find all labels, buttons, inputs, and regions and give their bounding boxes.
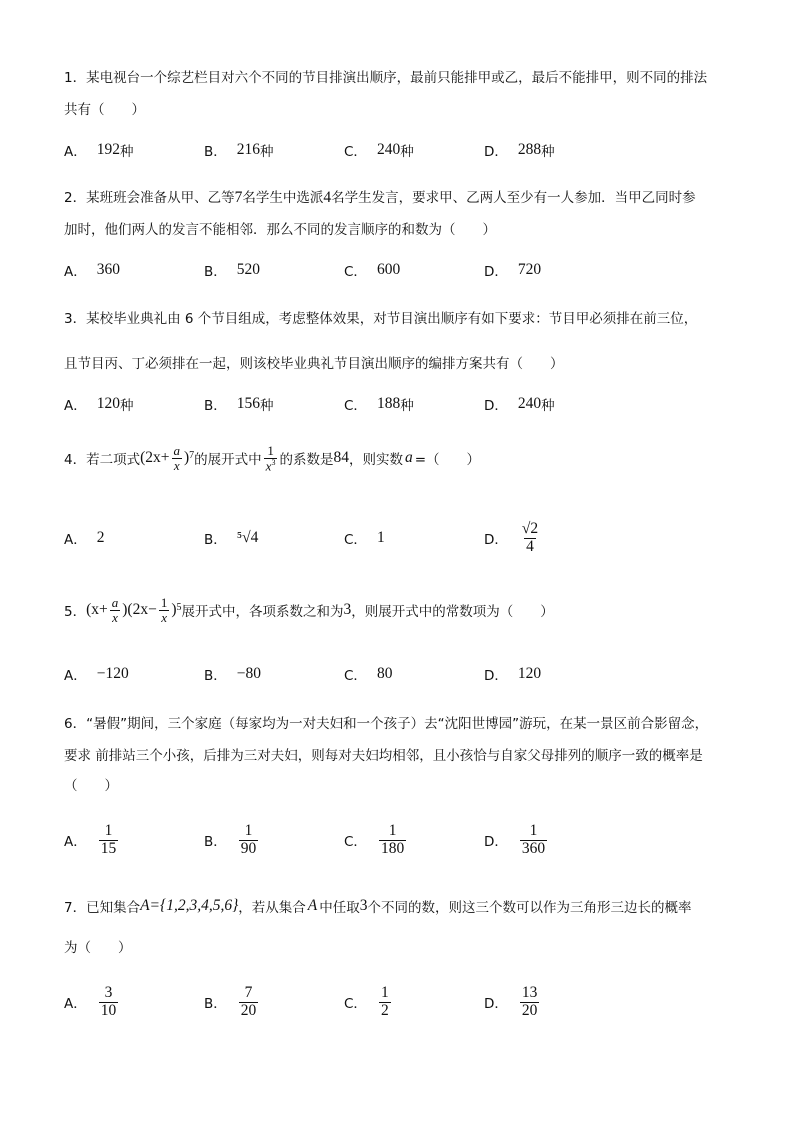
option-value: 1	[376, 529, 385, 546]
fraction	[159, 596, 170, 624]
denominator: 15	[100, 839, 117, 857]
q7-option-b	[204, 982, 260, 1022]
option-label: B．	[204, 668, 227, 684]
option-value: 288	[517, 141, 542, 158]
variable: x	[265, 457, 272, 473]
text: ，则实数	[348, 452, 403, 469]
option-value: 720	[517, 261, 542, 278]
q1-option-d	[484, 130, 555, 170]
q4-option-b	[204, 518, 258, 558]
q7-options	[64, 982, 664, 1022]
q4-option-d	[484, 518, 542, 558]
q1-option-c	[344, 130, 414, 170]
number: 3	[359, 897, 368, 914]
q1-stem-line1: 1．某电视台一个综艺栏目对六个不同的节目排演出顺序，最前只能排甲或乙，最后不能排甲，则不同的排法	[64, 70, 708, 86]
numerator: 1	[244, 822, 253, 840]
q6-option-d	[484, 820, 549, 860]
q2-option-c	[344, 250, 400, 290]
fraction	[520, 521, 540, 555]
numerator: 3	[104, 984, 113, 1002]
option-label: A．	[64, 668, 87, 684]
q5-stem	[64, 596, 554, 624]
numerator: 1	[267, 443, 274, 458]
option-value: ⁵√4	[236, 529, 259, 546]
option-value: 120	[96, 395, 120, 412]
variable: A	[307, 897, 318, 914]
option-label: A．	[64, 264, 87, 280]
text: 名学生发言，要求甲、乙两人至少有一人参加．当甲乙同时参	[331, 190, 696, 206]
q1-option-a	[64, 130, 134, 170]
q3-option-b	[204, 384, 274, 424]
fraction	[110, 596, 121, 624]
q2-stem-line1	[64, 186, 696, 207]
math-set: A={1,2,3,4,5,6}	[140, 897, 239, 914]
option-unit: 种	[260, 144, 274, 160]
q1-options	[64, 130, 664, 170]
fraction	[172, 444, 183, 472]
option-label: D．	[484, 668, 508, 684]
numerator: a	[111, 595, 119, 610]
denominator: x	[112, 609, 118, 625]
option-value: 520	[236, 261, 261, 278]
option-label: D．	[484, 398, 508, 414]
option-label: B．	[204, 532, 227, 548]
math-expr: (2x+	[140, 449, 170, 467]
fraction	[379, 823, 406, 857]
q6-options	[64, 820, 664, 860]
fraction	[239, 985, 259, 1019]
option-label: A．	[64, 996, 87, 1012]
text: 5．	[64, 604, 87, 621]
q4-options	[64, 518, 664, 558]
fraction	[239, 823, 259, 857]
text: ，则展开式中的常数项为（ ）	[351, 604, 554, 621]
math-expr: )(2x−	[122, 601, 157, 619]
option-unit: 种	[120, 144, 134, 160]
denominator: 2	[380, 1001, 389, 1019]
option-label: A．	[64, 532, 87, 548]
numerator: 1	[529, 822, 538, 840]
option-label: D．	[484, 834, 508, 850]
q4-stem	[64, 444, 480, 473]
option-value: 240	[517, 395, 542, 412]
q3-stem-line1: 3．某校毕业典礼由 6 个节目组成，考虑整体效果，对节目演出顺序有如下要求：节目甲必须排在前三位，	[64, 311, 698, 327]
option-label: D．	[484, 264, 508, 280]
q5-options	[64, 654, 664, 694]
option-label: B．	[204, 996, 227, 1012]
q5-option-b	[204, 654, 261, 694]
text: 4．若二项式	[64, 452, 141, 469]
fraction	[99, 823, 119, 857]
option-label: C．	[344, 668, 367, 684]
number: 7	[234, 189, 243, 206]
denominator: 180	[380, 839, 405, 857]
numerator: 13	[521, 984, 538, 1002]
denominator: 360	[521, 839, 546, 857]
q6-stem-line2: 要求 前排站三个小孩，后排为三对夫妇，则每对夫妇均相邻，且小孩恰与自家父母排列的顺序一致的概率是	[64, 748, 703, 764]
option-label: C．	[344, 144, 367, 160]
option-label: B．	[204, 398, 227, 414]
option-label: A．	[64, 834, 87, 850]
text: 2．某班班会准备从甲、乙等	[64, 190, 235, 206]
denominator	[264, 458, 278, 473]
math-expr: )	[184, 449, 190, 467]
option-value: 156	[236, 395, 261, 412]
q3-stem-line2: 且节目丙、丁必须排在一起，则该校毕业典礼节目演出顺序的编排方案共有（ ）	[64, 356, 564, 372]
q1-stem-line2: 共有（ ）	[64, 102, 145, 118]
option-label: C．	[344, 996, 367, 1012]
numerator: a	[173, 443, 180, 459]
text: ，若从集合	[238, 900, 306, 916]
exponent: 3	[271, 457, 276, 467]
option-value: 360	[96, 261, 120, 278]
q2-option-b	[204, 250, 260, 290]
numerator: 1	[104, 822, 113, 840]
text: 名学生中选派	[242, 190, 324, 206]
q5-option-c	[344, 654, 392, 694]
fraction	[264, 444, 278, 473]
option-value: 216	[236, 141, 261, 158]
q5-option-d	[484, 654, 541, 694]
option-label: C．	[344, 264, 367, 280]
q2-options	[64, 250, 664, 290]
q6-option-b	[204, 820, 260, 860]
q7-stem-line1	[64, 896, 692, 916]
text: =（ ）	[414, 452, 481, 469]
exponent: 5	[176, 602, 182, 613]
denominator: x	[173, 457, 180, 473]
number: 84	[333, 449, 349, 467]
q3-option-c	[344, 384, 414, 424]
option-label: A．	[64, 398, 87, 414]
numerator: 1	[380, 984, 389, 1002]
option-label: A．	[64, 144, 87, 160]
option-value: 80	[376, 665, 393, 682]
q3-option-d	[484, 384, 555, 424]
q6-stem-line1: 6．“暑假”期间，三个家庭（每家均为一对夫妇和一个孩子）去“沈阳世博园”游玩，在某一景区前合影留念，	[64, 716, 709, 732]
option-label: D．	[484, 532, 508, 548]
exponent: 7	[189, 450, 195, 461]
option-unit: 种	[400, 144, 414, 160]
fraction	[520, 985, 540, 1019]
math-expr: )	[171, 601, 177, 619]
q1-option-b	[204, 130, 274, 170]
option-label: D．	[484, 996, 508, 1012]
fraction	[99, 985, 119, 1019]
option-label: D．	[484, 144, 508, 160]
q4-option-a	[64, 518, 105, 558]
text: 中任取	[319, 900, 360, 916]
fraction	[379, 985, 391, 1019]
text: 7．已知集合	[64, 900, 141, 916]
q5-option-a	[64, 654, 129, 694]
option-label: C．	[344, 834, 367, 850]
option-value: −120	[96, 665, 129, 682]
q2-option-d	[484, 250, 541, 290]
option-value: 2	[96, 529, 105, 546]
q7-option-d	[484, 982, 541, 1022]
option-label: B．	[204, 264, 227, 280]
option-unit: 种	[120, 398, 134, 414]
q6-stem-line3: （ ）	[64, 778, 118, 794]
numerator: 7	[244, 984, 253, 1002]
numerator: 1	[388, 822, 397, 840]
q4-option-c	[344, 518, 385, 558]
numerator: √2	[521, 520, 539, 538]
option-unit: 种	[541, 144, 555, 160]
number: 4	[323, 189, 332, 206]
option-unit: 种	[541, 398, 555, 414]
q6-option-c	[344, 820, 408, 860]
option-value: 600	[376, 261, 401, 278]
denominator: 90	[240, 839, 257, 857]
option-label: B．	[204, 834, 227, 850]
q7-option-a	[64, 982, 120, 1022]
q2-stem-line2: 加时，他们两人的发言不能相邻．那么不同的发言顺序的和数为（ ）	[64, 222, 496, 238]
denominator: 4	[526, 537, 534, 555]
option-unit: 种	[260, 398, 274, 414]
q7-option-c	[344, 982, 393, 1022]
q6-option-a	[64, 820, 120, 860]
variable: a	[404, 449, 413, 467]
q7-stem-line2: 为（ ）	[64, 940, 132, 956]
option-value: 120	[517, 665, 542, 682]
denominator: 20	[240, 1001, 257, 1019]
denominator: 10	[100, 1001, 117, 1019]
denominator: x	[161, 609, 167, 625]
option-unit: 种	[400, 398, 414, 414]
option-label: B．	[204, 144, 227, 160]
q3-options	[64, 384, 664, 424]
option-label: C．	[344, 398, 367, 414]
text: 的系数是	[279, 452, 334, 469]
text: 的展开式中	[194, 452, 262, 469]
option-value: 192	[96, 141, 120, 158]
option-value: 240	[376, 141, 401, 158]
q3-option-a	[64, 384, 134, 424]
option-value: 188	[376, 395, 401, 412]
numerator: 1	[160, 595, 168, 610]
denominator: 20	[521, 1001, 538, 1019]
math-expr: (x+	[86, 601, 108, 619]
q2-option-a	[64, 250, 120, 290]
text: 个不同的数，则这三个数可以作为三角形三边长的概率	[367, 900, 692, 916]
number: 3	[343, 601, 352, 619]
option-label: C．	[344, 532, 367, 548]
option-value: −80	[236, 665, 262, 682]
text: 展开式中，各项系数之和为	[181, 604, 344, 621]
fraction	[520, 823, 547, 857]
